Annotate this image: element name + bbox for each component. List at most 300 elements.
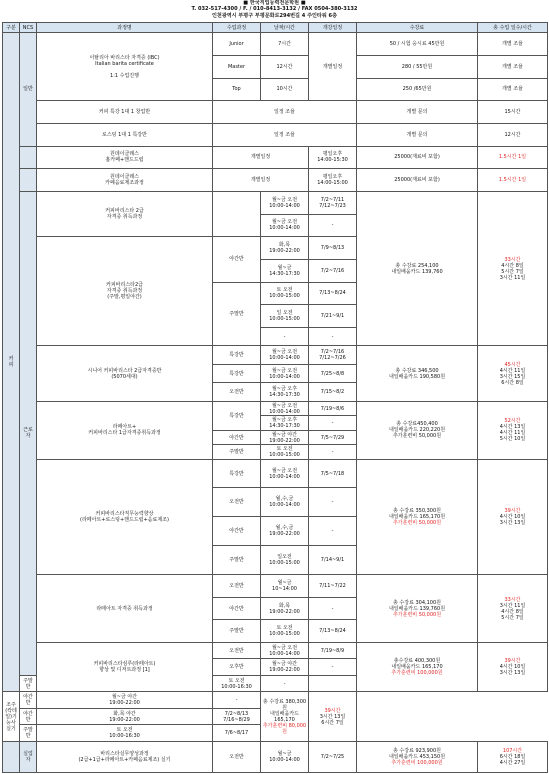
table-cell [20, 146, 37, 169]
table-cell [357, 191, 478, 345]
cell-line: 10:00-16:30 [109, 733, 140, 740]
cell-line: 날짜/시간 [273, 24, 295, 31]
table-cell [261, 416, 309, 430]
table-cell [478, 169, 548, 192]
fee-line: 총 수강료 304,100원 [392, 599, 441, 606]
cell-line: 원데이클래스 [110, 151, 139, 158]
table-cell [37, 575, 213, 643]
cell-line: 특강반 [229, 470, 244, 477]
table-cell [261, 741, 309, 772]
extra-training-fee: 추가훈련비 100,000원 [391, 759, 443, 766]
table-row [3, 191, 548, 214]
cell-line: 커피바리스타2급 [106, 282, 143, 289]
cell-line: 10:00-14:00 [269, 373, 300, 380]
table-cell [309, 169, 357, 192]
table-cell [478, 123, 548, 146]
cell-line: 토 오전 [228, 677, 245, 684]
cell-line: 월~금 [277, 579, 292, 586]
cell-line: 로스팅 1대 1 특강반 [102, 131, 147, 138]
cell-line: 7/13~8/24 [319, 628, 346, 635]
table-cell [213, 575, 261, 598]
table-cell [261, 546, 309, 575]
schedule-line: 4시간 27일 [499, 759, 526, 766]
total-hours: 52시간 [504, 418, 521, 425]
cell-line: 1:1 수업진행 [110, 72, 139, 79]
schedule-line: 3시간 15일 [499, 373, 526, 380]
table-cell [20, 692, 37, 708]
cell-line: 커피바리스타 1급자격증취득과정 [88, 430, 161, 437]
table-cell [213, 546, 261, 575]
cell-line: 10:00-15:00 [269, 451, 300, 458]
cell-line: 야간반 [229, 528, 244, 535]
table-cell [357, 401, 478, 459]
cell-line: 19:00-22:00 [109, 700, 140, 707]
table-cell [309, 741, 357, 772]
cell-line: 10:00-14:00 [269, 408, 300, 415]
table-cell [261, 327, 309, 346]
table-cell [261, 383, 309, 402]
cell-line: 바리스타실무양성과정 [100, 750, 149, 757]
cell-line: 10:00-14:00 [269, 756, 300, 763]
cell-line: 내일배움카드 190,580원 [388, 373, 446, 380]
cell-line: 250 /65만원 [402, 86, 432, 93]
cell-line: 화,목 [278, 602, 291, 609]
cell-line: 추가훈련비 50,000원 [392, 433, 442, 440]
table-cell [261, 214, 309, 237]
table-cell [213, 146, 309, 169]
table-row [3, 575, 548, 598]
cell-line: 주말반 [229, 310, 244, 317]
cell-line: 1.5시간 1일 [498, 177, 527, 184]
cell-line: 7/5~7/29 [320, 434, 345, 441]
table-cell [20, 741, 37, 772]
cell-line: 19:00-22:00 [269, 608, 300, 615]
cell-line: 오전반 [229, 647, 244, 654]
cell-line: 14:30-17:30 [269, 270, 300, 277]
cell-line: 주말반 [23, 677, 33, 690]
cell-line: 10:00-14:00 [269, 502, 300, 509]
table-cell [309, 383, 357, 402]
cell-line: 원데이클래스 [110, 174, 139, 181]
cell-line: 시니어 커피바리스타 2급자격증반 [87, 367, 162, 374]
table-cell [213, 741, 261, 772]
cell-line: 월,수,금 [275, 496, 294, 503]
column-header [213, 23, 261, 33]
cell-line: 25000(재료비 포함) [394, 177, 440, 184]
schedule-line: 4시간 8일 [501, 608, 524, 615]
table-cell [20, 169, 37, 192]
table-cell [357, 146, 478, 169]
cell-line: 월~금 오후 [271, 417, 298, 424]
schedule-line: 4시간 11일 [499, 367, 526, 374]
table-cell [357, 346, 478, 402]
table-cell [261, 575, 309, 598]
cell-line: 10:00-14:00 [269, 473, 300, 480]
table-cell [261, 191, 309, 214]
cell-line: 화,목 [278, 242, 291, 249]
extra-training-fee: 추가훈련비 50,000원 [392, 519, 442, 526]
cell-line: 월~금 오전 [271, 219, 298, 226]
table-row [3, 346, 548, 365]
cell-line: 커피바리스타심루(라떼아트) [93, 661, 156, 668]
cell-line: 개별 조율 [502, 86, 523, 93]
cell-line: - [331, 528, 334, 535]
table-cell [261, 364, 309, 383]
table-cell [261, 659, 309, 675]
cell-line [214, 211, 259, 217]
table-cell [20, 33, 37, 146]
cell-line: 토 오전 [276, 625, 293, 632]
total-hours: 45시간 [504, 361, 521, 368]
table-cell [213, 346, 261, 365]
table-cell [309, 191, 357, 214]
table-cell [261, 517, 309, 546]
table-cell [261, 445, 309, 459]
table-cell [478, 401, 548, 459]
cell-line: 7/25~8/8 [320, 370, 345, 377]
table-cell [213, 445, 261, 459]
table-cell [37, 123, 213, 146]
extra-training-fee: 추가훈련비 100,000원 [391, 670, 443, 677]
cell-line: 야간반 [23, 694, 33, 707]
table-cell [309, 33, 357, 101]
column-header [20, 23, 37, 33]
cell-line: 10:00-15:00 [269, 293, 300, 300]
table-cell [213, 237, 261, 282]
table-cell [3, 33, 20, 692]
cell-line: 7/11~7/22 [319, 582, 346, 589]
cell-line: 7/5~7/18 [320, 470, 345, 477]
cell-line: 7/15~8/2 [320, 389, 345, 396]
table-row [3, 169, 548, 192]
cell-line: 근로자 [23, 427, 33, 440]
cell-line: 구분 [6, 24, 16, 31]
table-cell [309, 445, 357, 459]
cell-line: 일반 [23, 86, 33, 93]
cell-line: 7/13~8/24 [319, 290, 346, 297]
cell-line: 자격증 취득과정 [106, 288, 143, 295]
cell-line: 개별 문의 [406, 109, 428, 116]
schedule-line: 4시간 13일 [499, 424, 526, 431]
table-cell [20, 708, 37, 724]
fee-line: 내일배움카드 139,760원 [388, 605, 446, 612]
table-cell [37, 708, 213, 724]
table-cell [213, 488, 261, 517]
cell-line: - [283, 680, 286, 687]
schedule-line: 3시간 13일 [499, 670, 526, 677]
total-hours: 107시간 [502, 747, 523, 754]
cell-line: 7/14~9/1 [320, 557, 345, 564]
table-cell [261, 346, 309, 365]
cell-line: 7/2~7/11 [320, 196, 345, 203]
table-row [3, 33, 548, 56]
cell-line: 14:30-17:30 [269, 423, 300, 430]
table-cell [309, 282, 357, 305]
fee-line: 총 수강료 350,300원 [392, 507, 441, 514]
table-row [3, 401, 548, 415]
cell-line: 월~금 야간 [271, 431, 298, 438]
document-header [0, 0, 549, 22]
table-cell [309, 620, 357, 643]
cell-line: NCS [22, 24, 34, 31]
table-cell [3, 692, 20, 741]
cell-line: 개강일정 [322, 24, 343, 31]
table-cell [309, 401, 357, 415]
cell-line: 15시간 [504, 109, 521, 116]
table-cell [37, 401, 213, 459]
table-cell [213, 597, 261, 620]
table-cell [357, 123, 478, 146]
table-row [3, 642, 548, 658]
table-cell [261, 459, 309, 488]
category-label: 피 [8, 362, 14, 369]
table-cell [357, 169, 478, 192]
table-cell [213, 708, 261, 724]
table-cell [309, 430, 357, 444]
table-cell [478, 346, 548, 402]
table-cell [213, 78, 261, 101]
table-cell [213, 33, 261, 56]
cell-line: 1.5시간 1일 [498, 154, 527, 161]
table-cell [309, 546, 357, 575]
table-cell [213, 675, 261, 691]
cell-line: 7/9~8/13 [320, 245, 345, 252]
cell-line: - [331, 499, 334, 506]
total-hours: 33시간 [504, 596, 521, 603]
schedule-line: 5시간 7일 [501, 614, 524, 621]
cell-line: 오전반 [229, 582, 244, 589]
column-header [478, 23, 548, 33]
cell-line: 월~금 오전 [271, 467, 298, 474]
table-cell [261, 675, 309, 691]
cell-line: 7/6~8/17 [224, 730, 249, 737]
table-cell [37, 237, 213, 346]
cell-line: 10:00-16:30 [221, 683, 252, 690]
cell-line: 10:00-14:00 [269, 225, 300, 232]
cell-line: 특강반 [229, 352, 244, 359]
cell-line: 개별 조율 [502, 41, 523, 48]
table-cell [357, 78, 478, 101]
cell-line: 개별 조율 [502, 63, 523, 70]
cell-line: (라떼아트+로스팅+핸드드립+음료제조) [80, 516, 169, 523]
table-cell [37, 642, 213, 691]
table-cell [261, 642, 309, 658]
table-cell [478, 575, 548, 643]
cell-line: - [235, 697, 238, 704]
cell-line: 총 수강료450,400 [396, 421, 438, 428]
cell-line: (5070세대) [111, 373, 138, 380]
schedule-line: 3시간 13일 [319, 713, 346, 720]
table-cell [309, 259, 357, 282]
table-cell [357, 459, 478, 574]
table-row [3, 692, 548, 708]
cell-line: - [331, 448, 334, 455]
cell-line: 19:00-22:00 [269, 437, 300, 444]
table-cell [309, 459, 357, 488]
cell-line: 총 수강료 346,500 [395, 367, 439, 374]
fee-line: 내일배움카드 165,170 [391, 664, 443, 671]
table-cell [261, 401, 309, 415]
cell-line: 개별 문의 [406, 131, 428, 138]
cell-line: 야간반 [229, 256, 244, 263]
table-cell [478, 459, 548, 574]
table-cell [357, 642, 478, 691]
cell-line: 자격증 취득과정 [106, 214, 143, 221]
table-cell [309, 305, 357, 328]
table-cell [37, 146, 213, 169]
extra-training-fee: 추가훈련비 80,000원 [262, 722, 307, 735]
cell-line: (2급+1급+라떼아트+카페음료제조) 실기 [78, 756, 171, 763]
cell-line: 7/2~7/25 [320, 753, 345, 760]
cell-line: 7/12~7/26 [319, 355, 346, 362]
cell-line: 향상 및 디저트과정 [1] [99, 667, 150, 674]
table-cell [37, 101, 213, 124]
table-cell [309, 488, 357, 517]
cell-line: 월~금 오전 [271, 402, 298, 409]
cell-line: 라떼아트+ [112, 424, 137, 431]
fee-line: 총 수강료 923,900원 [392, 747, 441, 754]
cell-line: 7/2~8/13 [224, 710, 249, 717]
cell-line [4, 754, 18, 760]
fee-line: 총수강료 400,300원 [393, 658, 441, 665]
schedule-line: 6시간 18일 [499, 753, 526, 760]
table-cell [357, 575, 478, 643]
cell-line: 주말반 [23, 727, 33, 740]
schedule-line: 4시간 11일 [499, 430, 526, 437]
cell-line: 주말반 [229, 628, 244, 635]
table-cell [309, 146, 357, 169]
table-cell [309, 575, 357, 598]
fee-line: 내일배움카드 165,170원 [388, 513, 446, 520]
cell-line: Junior [229, 41, 244, 48]
cell-line: 280 / 55만원 [401, 63, 433, 70]
table-cell [261, 692, 309, 741]
cell-line: 7/16~8/29 [223, 716, 250, 723]
cell-line: - [283, 333, 286, 340]
table-cell [478, 55, 548, 78]
table-cell [478, 101, 548, 124]
column-header [37, 23, 213, 33]
table-cell [261, 488, 309, 517]
cell-line: 월,수,금 [275, 525, 294, 532]
table-cell [261, 620, 309, 643]
cell-line: 개별일정 [250, 154, 271, 161]
table-cell [261, 237, 309, 260]
table-cell [261, 78, 309, 101]
academy-name: ■ 한국직업능력전문학원 ■ [243, 0, 306, 6]
cell-line: 월~금 야간 [111, 694, 138, 701]
cell-line: 야간반 [229, 605, 244, 612]
cell-line: 일오전 [277, 554, 292, 561]
cell-line: 토 오전 [276, 445, 293, 452]
course-table [2, 22, 548, 773]
cell-line: 월~금 오전 [271, 349, 298, 356]
table-cell [213, 517, 261, 546]
column-header [357, 23, 478, 33]
cell-line: 10:00-14:00 [269, 650, 300, 657]
table-cell [478, 78, 548, 101]
cell-line: 개별일정 [322, 63, 343, 70]
table-cell [478, 642, 548, 691]
cell-line: 라떼아트 자격증 취득과정 [96, 605, 153, 612]
cell-line: 특강반 [229, 370, 244, 377]
cell-line: 7시간 [278, 41, 291, 48]
cell-line: Italian barita certificate [95, 60, 154, 67]
table-cell [37, 191, 213, 236]
table-cell [357, 55, 478, 78]
table-cell [357, 741, 478, 772]
cell-line: 월~금 오전 [271, 644, 298, 651]
cell-line: 10:00-15:00 [269, 316, 300, 322]
cell-line: 10:00-14:00 [269, 355, 300, 362]
cell-line: - [331, 333, 334, 340]
table-cell [213, 401, 261, 430]
cell-line: 14:00-15:00 [317, 180, 348, 187]
cell-line: 오전반 [229, 499, 244, 506]
schedule-line: 4시간 10일 [499, 664, 526, 671]
cell-line: (주말,평일야간) [107, 294, 142, 301]
cell-line: 월~금 [277, 750, 292, 757]
table-cell [213, 620, 261, 643]
table-cell [213, 383, 261, 402]
table-cell [261, 55, 309, 78]
table-cell [37, 346, 213, 402]
table-cell [309, 327, 357, 346]
cell-line: 14:30-17:30 [269, 392, 300, 399]
table-cell [309, 416, 357, 430]
cell-line: 이탈리아 바리스타 자격증 (IBC) [89, 54, 160, 61]
cell-line: 10:00-14:00 [269, 202, 300, 209]
table-cell [37, 741, 213, 772]
table-cell [309, 597, 357, 620]
academy-address: 인천광역시 부평구 부평문화로294번길 4 주인타워 6층 [211, 12, 337, 19]
cell-line: 14:00-15:30 [317, 157, 348, 164]
cell-line: 총 수업 일수/시간 [493, 24, 532, 31]
table-row [3, 459, 548, 488]
total-hours: 33시간 [504, 256, 521, 263]
table-cell [20, 725, 37, 741]
table-cell [20, 191, 37, 675]
table-cell [37, 725, 213, 741]
table-cell [213, 282, 261, 346]
cell-line: 7/2~7/16 [320, 349, 345, 356]
cell-line: 19:00-22:00 [269, 667, 300, 674]
schedule-line: 4시간 10일 [499, 513, 526, 520]
cell-line: 개별일정 [250, 177, 271, 184]
table-cell [478, 146, 548, 169]
cell-line: 일 오전 [276, 310, 293, 316]
cell-line: 오후반 [229, 664, 244, 671]
table-cell [261, 259, 309, 282]
cell-line: 7/12~7/23 [319, 202, 346, 209]
cell-line: 월~금 [277, 264, 292, 271]
cell-line: 총 수강료 254,100 [395, 262, 439, 269]
cell-line: 수업과정 [226, 24, 247, 31]
table-cell [309, 642, 357, 658]
cell-line: Master [227, 63, 246, 70]
cell-line: 7/19~8/6 [320, 405, 345, 412]
cell-line: 12시간 [276, 63, 293, 70]
table-cell [213, 169, 309, 192]
cell-line: 10~14:00 [272, 585, 297, 592]
table-cell [213, 659, 261, 675]
cell-line: 50 / 시험 응시료 45만원 [389, 41, 445, 48]
cell-line: 일정 조율 [274, 109, 295, 116]
cell-line: 내일배움카드 220,220원 [388, 427, 446, 434]
table-row [3, 146, 548, 169]
cell-line: 12시간 [504, 131, 521, 138]
schedule-line: 5시간 10일 [499, 436, 526, 443]
